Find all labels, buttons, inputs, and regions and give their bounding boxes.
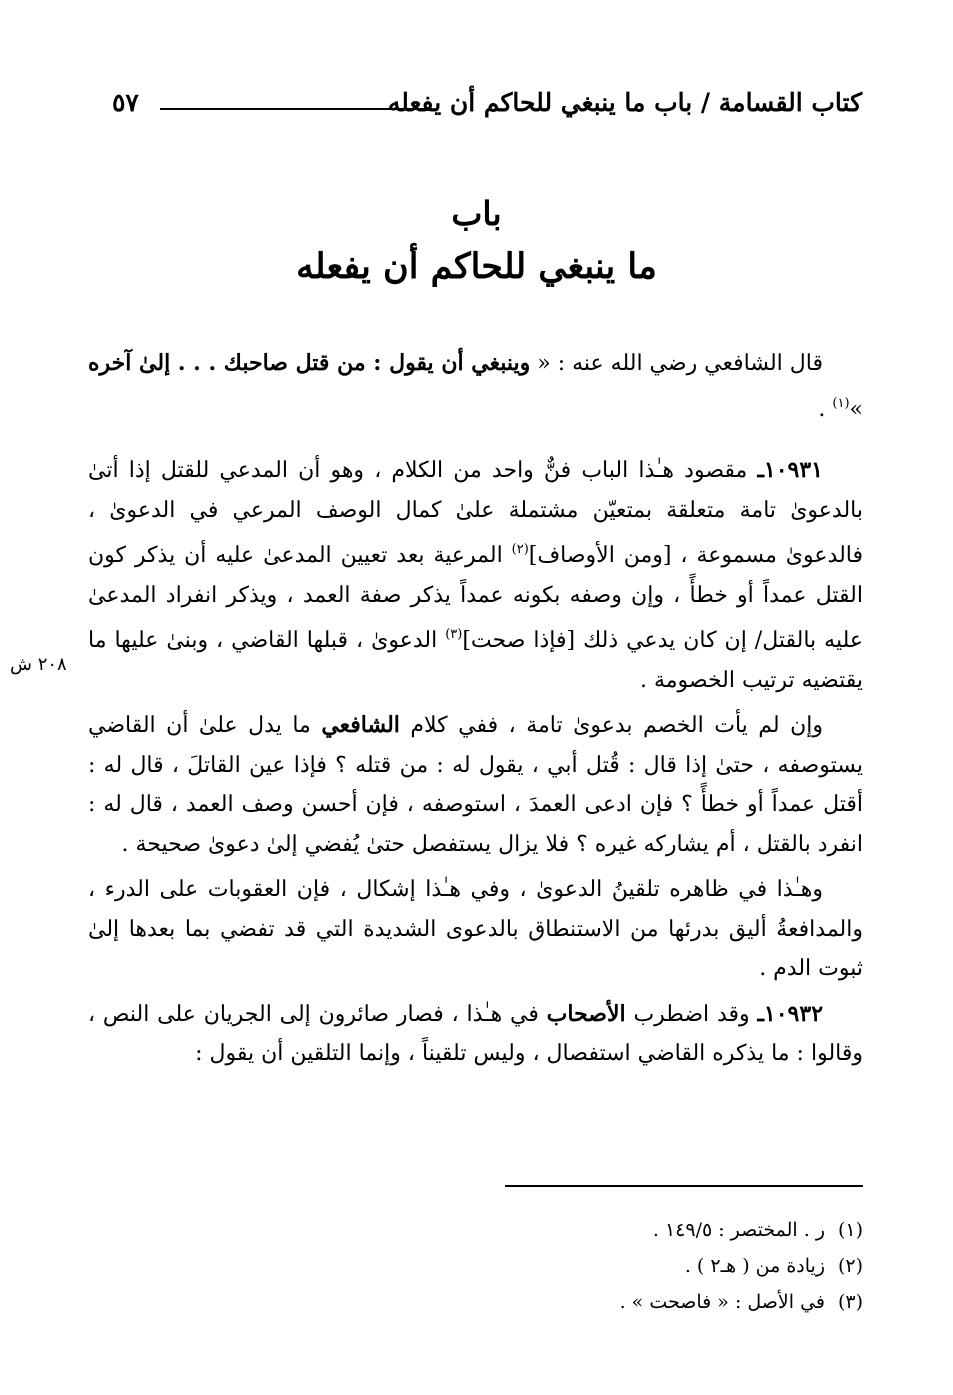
chapter-title-line1: باب	[451, 194, 502, 233]
paragraph-quote	[88, 344, 863, 429]
paragraph-continuation	[88, 706, 863, 864]
footnote-text: ر . المختصر : ١٤٩/٥ .	[652, 1219, 825, 1241]
footnote-number: (٣)	[837, 1291, 863, 1313]
footnote-text: في الأصل : « فاصحت » .	[619, 1291, 825, 1313]
chapter-title-line2: ما ينبغي للحاكم أن يفعله	[296, 246, 657, 287]
paragraph-text: وإن لم يأت الخصم بدعوىٰ تامة ، ففي كلام	[399, 713, 823, 738]
running-title: كتاب القسامة / باب ما ينبغي للحاكم أن يفعله	[387, 88, 862, 117]
margin-folio-note: ٢٠٨ ش	[10, 654, 67, 675]
chapter-title	[0, 188, 953, 294]
footnote-number: (٢)	[837, 1255, 863, 1277]
footnote-rule	[505, 1185, 863, 1187]
paragraph-text: ما يدل علىٰ أن القاضي يستوصفه ، حتىٰ إذا قال : قُتل أبي ، يقول له : من قتله ؟ فإذا عين القاتلَ ، قال له : أقتل عمداً أو خطأً ؟ فإن ادعى العمدَ ، استوصفه ، فإن أحسن وصف العمد ، قال له : انفرد بالقتل ، أم يشاركه غيره ؟ فلا يزال يستفصل حتىٰ يُفضي إلىٰ دعوىٰ صحيحة .	[88, 713, 863, 857]
footnote	[363, 1248, 863, 1284]
footnote-ref-3[interactable]: (٣)	[445, 627, 463, 642]
header-rule	[160, 108, 427, 110]
paragraph-text: وهـٰذا في ظاهره تلقينُ الدعوىٰ ، وفي هـٰذا إشكال ، فإن العقوبات على الدرء ، والمدافعةُ أليق بدرئها من الاستنطاق بالدعوى الشديدة التي قد تفضي بما بعدها إلىٰ ثبوت الدم .	[88, 877, 863, 981]
quote-text: وينبغي أن يقول : من قتل صاحبك . . . إلىٰ آخره	[88, 350, 531, 376]
footnote-ref-2[interactable]: (٢)	[511, 542, 529, 557]
quote-end: .	[818, 396, 833, 422]
footnote-ref-1[interactable]: (١)	[832, 395, 850, 411]
body-text	[88, 344, 863, 1074]
footnote-text: زيادة من ( هـ٢ ) .	[684, 1255, 825, 1277]
footnotes	[363, 1212, 863, 1320]
running-header	[112, 88, 862, 128]
paragraph-number: ١٠٩٣٢ـ	[757, 1000, 824, 1027]
paragraph-text: مقصود هـٰذا الباب فنٌّ واحد من الكلام ، وهو أن المدعي للقتل إذا أتىٰ بالدعوىٰ تامة متعلقة بمتعيّن مشتملة علىٰ كمال الوصف المرعي في الدعوىٰ ، فالدعوىٰ مسموعة ، [ومن الأوصاف]	[88, 458, 863, 568]
footnote-number: (١)	[837, 1219, 863, 1241]
footnote	[363, 1212, 863, 1248]
footnote	[363, 1284, 863, 1320]
paragraph-10932	[88, 995, 863, 1074]
paragraph-remark	[88, 870, 863, 989]
name-shafii: الشافعي	[321, 712, 400, 738]
paragraph-10931	[88, 451, 863, 700]
paragraph-number: ١٠٩٣١ـ	[757, 457, 823, 483]
paragraph-text: الدعوىٰ ، قبلها القاضي ، وبنىٰ عليها ما يقتضيه ترتيب الخصومة .	[88, 628, 863, 693]
paragraph-text: في هـٰذا ، فصار صائرون إلى الجريان على النص ، وقالوا : ما يذكره القاضي استفصال ، وليس تلقيناً ، وإنما التلقين أن يقول :	[88, 1001, 863, 1066]
paragraph-text: وقد اضطرب	[625, 1001, 758, 1027]
paragraph-text: المرعية بعد تعيين المدعىٰ عليه أن يذكر كون القتل عمداً أو خطأً ، وإن وصفه بكونه عمداً يذكر صفة العمد ، ويذكر انفراد المدعىٰ عليه بالقتل/ إن كان يدعي ذلك [فإذا صحت]	[88, 543, 863, 653]
quote-close: »	[849, 396, 863, 422]
word-ashab: الأصحاب	[546, 1000, 626, 1027]
quote-lead: قال الشافعي رضي الله عنه : «	[530, 351, 823, 376]
page-number: ٥٧	[112, 88, 139, 117]
